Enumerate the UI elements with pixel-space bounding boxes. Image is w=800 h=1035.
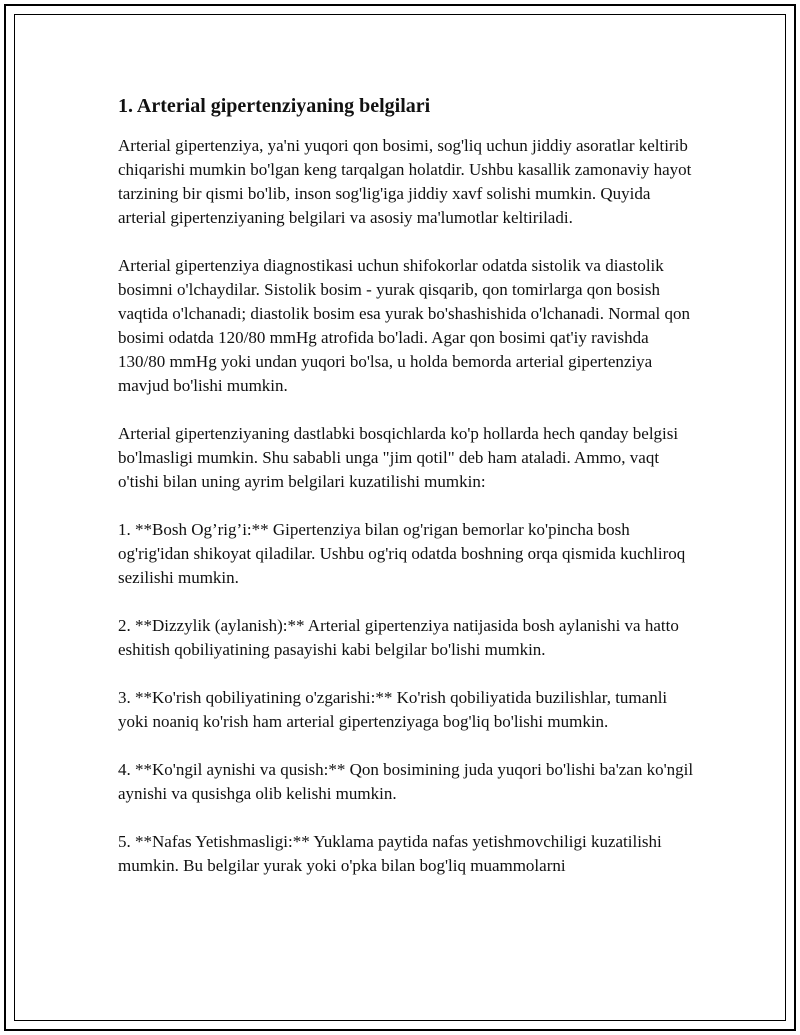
list-item-vision-change: 3. **Ko'rish qobiliyatining o'zgarishi:** Ko'rish qobiliyatida buzilishlar, tumanli yoki noaniq ko'rish ham arterial gipertenziyaga bog'liq bo'lishi mumkin. (118, 688, 668, 731)
list-item-dizziness: 2. **Dizzylik (aylanish):** Arterial gipertenziya natijasida bosh aylanishi va hatto eshitish qobiliyatining pasayishi kabi belgilar bo'lishi mumkin. (118, 616, 679, 659)
paragraph-intro: Arterial gipertenziya, ya'ni yuqori qon bosimi, sog'liq uchun jiddiy asoratlar keltirib chiqarishi mumkin bo'lgan keng tarqalgan holatdir. Ushbu kasallik zamonaviy hayot tarzining bir qismi bo'lib, inson sog'lig'iga jiddiy xavf solishi mumkin. Quyida arterial gipertenziyaning belgilari va asosiy ma'lumotlar keltiriladi. (118, 136, 692, 227)
document-body (118, 92, 698, 902)
list-item-shortness-of-breath: 5. **Nafas Yetishmasligi:** Yuklama paytida nafas yetishmovchiligi kuzatilishi mumkin. Bu belgilar yurak yoki o'pka bilan bog'liq muammolarni (118, 832, 662, 875)
paragraph-diagnostics: Arterial gipertenziya diagnostikasi uchun shifokorlar odatda sistolik va diastolik bosimni o'lchaydilar. Sistolik bosim - yurak qisqarib, qon tomirlarga qon bosish vaqtida o'lchanadi; diastolik bosim esa yurak bo'shashishida o'lchanadi. Normal qon bosimi odatda 120/80 mmHg atrofida bo'ladi. Agar qon bosimi qat'iy ravishda 130/80 mmHg yoki undan yuqori bo'lsa, u holda bemorda arterial gipertenziya mavjud bo'lishi mumkin. (118, 256, 690, 395)
list-item-headache: 1. **Bosh Og’rig’i:** Gipertenziya bilan og'rigan bemorlar ko'pincha bosh og'rig'idan shikoyat qiladilar. Ushbu og'riq odatda boshning orqa qismida kuchliroq sezilishi mumkin. (118, 520, 686, 587)
section-heading: 1. Arterial gipertenziyaning belgilari (118, 95, 431, 117)
paragraph-silent-killer: Arterial gipertenziyaning dastlabki bosqichlarda ko'p hollarda hech qanday belgisi bo'lmasligi mumkin. Shu sababli unga "jim qotil" deb ham ataladi. Ammo, vaqt o'tishi bilan uning ayrim belgilari kuzatilishi mumkin: (118, 424, 679, 491)
list-item-nausea: 4. **Ko'ngil aynishi va qusish:** Qon bosimining juda yuqori bo'lishi ba'zan ko'ngil aynishi va qusishga olib kelishi mumkin. (118, 760, 694, 803)
